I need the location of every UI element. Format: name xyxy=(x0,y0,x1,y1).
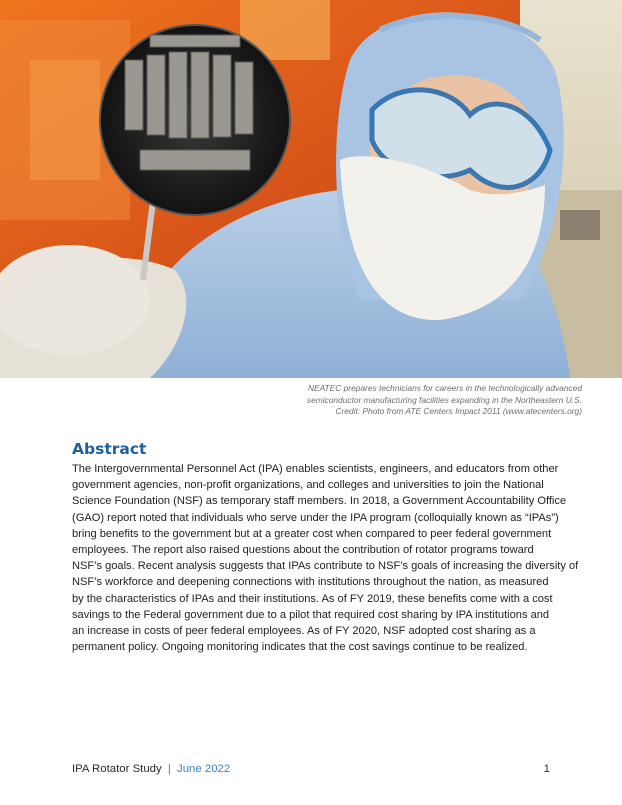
abstract-line: government agencies, non-profit organizations, and colleges and universities to join the National xyxy=(72,479,544,492)
abstract-line: employees. The report also raised questions about the contribution of rotator programs toward xyxy=(72,544,534,557)
abstract-body xyxy=(72,461,579,655)
abstract-line: bring benefits to the government but at a greater cost when compared to peer federal government xyxy=(72,527,552,540)
abstract-line: NSF’s goals. Recent analysis suggests that IPAs contribute to NSF’s goals of increasing the diversity of xyxy=(72,560,579,573)
footer-title: IPA Rotator Study xyxy=(72,763,162,775)
abstract-line: (GAO) report noted that individuals who serve under the IPA program (colloquially known as “IPAs”) xyxy=(72,511,559,524)
abstract-line: an increase in costs of peer federal employees. As of FY 2020, NSF adopted cost sharing as a xyxy=(72,625,536,638)
footer-left xyxy=(72,763,230,775)
abstract-line: The Intergovernmental Personnel Act (IPA) enables scientists, engineers, and educators from other xyxy=(72,463,559,475)
caption-line: semiconductor manufacturing facilities expanding in the Northeastern U.S. xyxy=(306,394,582,405)
abstract-heading: Abstract xyxy=(72,440,147,458)
page-number: 1 xyxy=(543,763,550,775)
abstract-line: Science Foundation (NSF) as temporary staff members. In 2018, a Government Accountability Office xyxy=(72,495,567,508)
footer-date: June 2022 xyxy=(177,763,231,775)
abstract-line: savings to the Federal government due to a pilot that required cost sharing by IPA institutions and xyxy=(72,608,550,621)
cover-photo xyxy=(0,0,622,378)
caption-line: NEATEC prepares technicians for careers in the technologically advanced xyxy=(307,383,582,393)
page-footer xyxy=(72,763,550,779)
abstract-line: NSF’s workforce and deepening connections with institutions throughout the nation, as measured xyxy=(72,576,549,589)
abstract-line: by the characteristics of IPAs and their institutions. As of FY 2019, these benefits come with a cost xyxy=(72,592,553,605)
caption-line: Credit: Photo from ATE Centers Impact 2011 (www.atecenters.org) xyxy=(335,406,582,417)
footer-separator: | xyxy=(167,763,171,775)
abstract-line: permanent policy. Ongoing monitoring indicates that the cost savings continue to be realized. xyxy=(72,641,528,654)
photo-caption xyxy=(252,383,582,418)
